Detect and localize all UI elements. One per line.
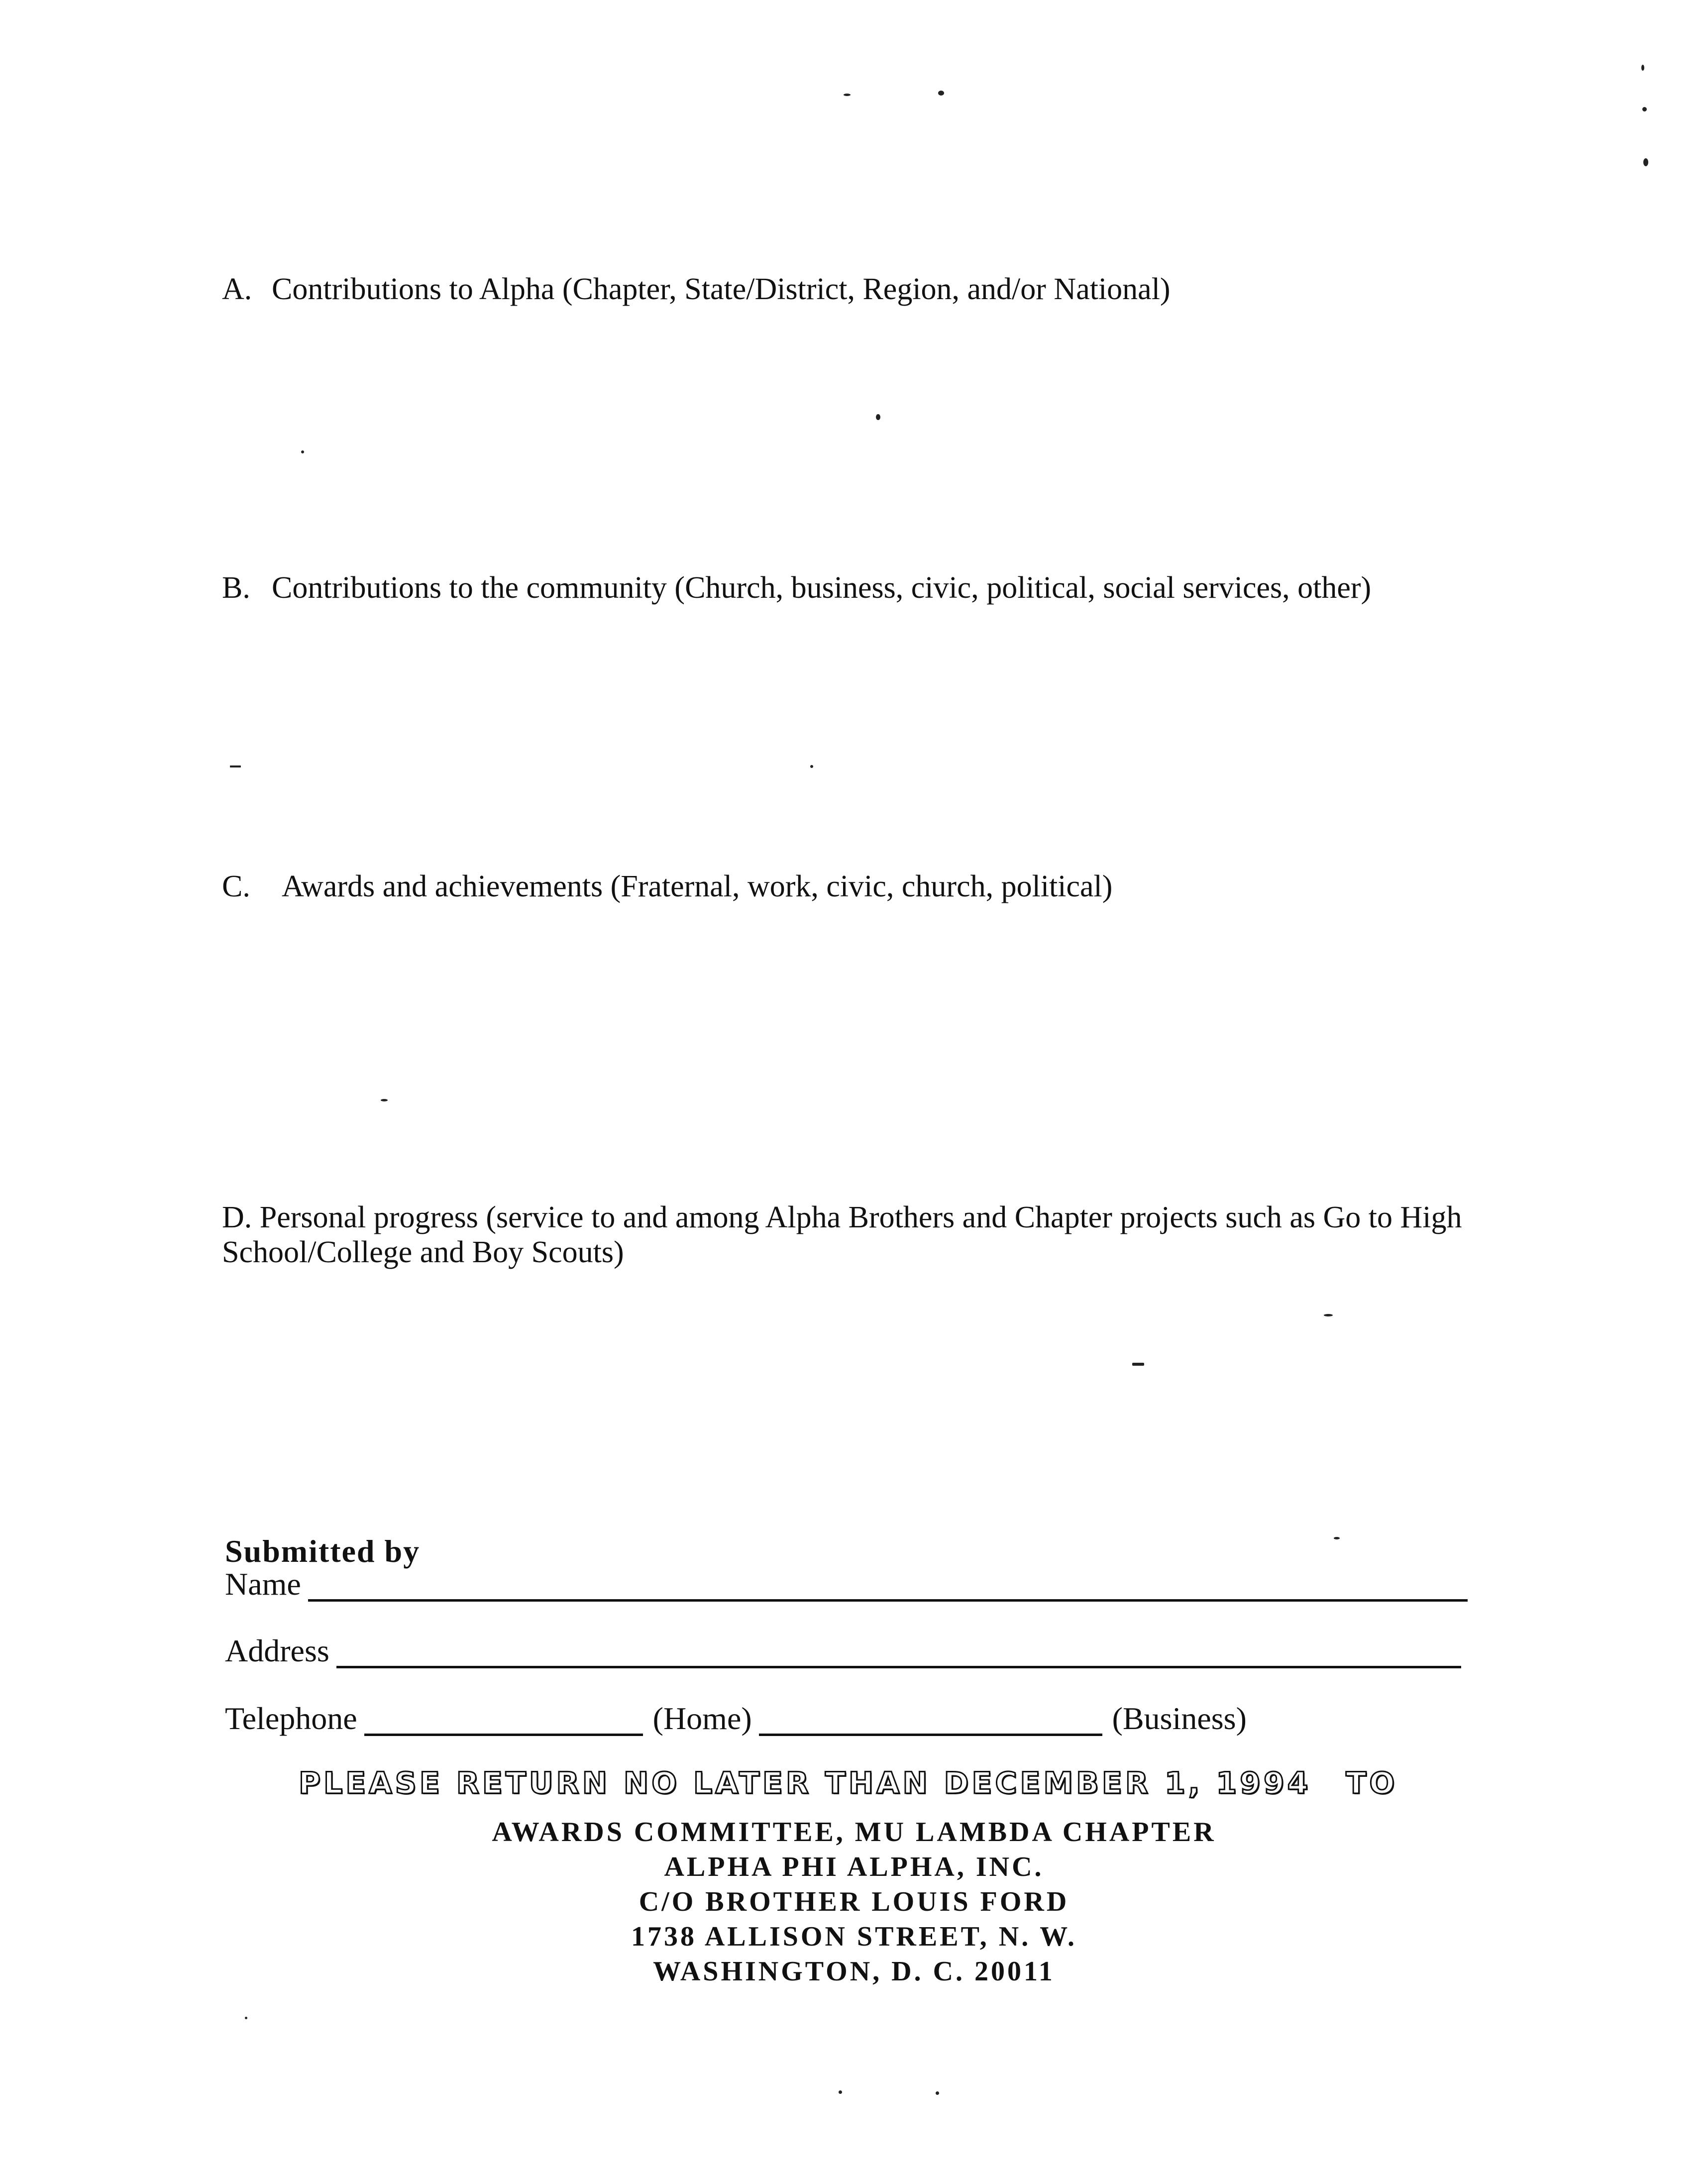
section-a-letter: A. (222, 272, 252, 306)
return-address-block (0, 1815, 1708, 1989)
address-label: Address (225, 1633, 329, 1668)
section-d-letter: D. (222, 1200, 252, 1234)
section-c-text: Awards and achievements (Fraternal, work, civic, church, political) (282, 870, 1113, 903)
name-field[interactable] (308, 1571, 1468, 1602)
scan-speck (1643, 158, 1648, 166)
scan-speck (876, 414, 880, 420)
name-label: Name (225, 1566, 301, 1602)
submitted-by-title: Submitted by (225, 1533, 421, 1569)
address-field[interactable] (336, 1638, 1461, 1668)
address-line-care-of: C/O BROTHER LOUIS FORD (639, 1886, 1069, 1917)
scan-speck (938, 91, 944, 96)
scan-speck (839, 2090, 842, 2094)
address-field-row (225, 1633, 1461, 1668)
address-line-organization: ALPHA PHI ALPHA, INC. (664, 1851, 1044, 1882)
scan-speck (810, 765, 813, 768)
section-a-text: Contributions to Alpha (Chapter, State/District, Region, and/or National) (272, 272, 1171, 306)
section-c (222, 869, 1112, 904)
section-b (222, 570, 1371, 605)
business-label: (Business) (1112, 1701, 1247, 1736)
telephone-field-row (225, 1701, 1247, 1736)
scan-speck (381, 1099, 388, 1101)
address-line-committee: AWARDS COMMITTEE, MU LAMBDA CHAPTER (492, 1817, 1216, 1848)
section-d-text: Personal progress (service to and among Alpha Brothers and Chapter projects such as Go to High School/College and Boy Scouts) (222, 1200, 1462, 1269)
section-c-letter: C. (222, 870, 250, 903)
section-b-letter: B. (222, 571, 250, 605)
section-d (222, 1200, 1496, 1270)
scan-speck (1132, 1363, 1144, 1366)
scan-speck (844, 94, 851, 96)
address-line-street: 1738 ALLISON STREET, N. W. (631, 1921, 1077, 1952)
scan-speck (245, 2017, 247, 2019)
scan-speck (1334, 1537, 1340, 1539)
telephone-label: Telephone (225, 1701, 357, 1736)
return-deadline-text: PLEASE RETURN NO LATER THAN DECEMBER 1, 1994 (299, 1766, 1311, 1801)
address-line-city: WASHINGTON, D. C. 20011 (653, 1956, 1055, 1987)
home-telephone-field[interactable] (364, 1706, 643, 1736)
scan-speck (1324, 1314, 1333, 1316)
name-field-row (225, 1567, 1468, 1602)
scan-speck (936, 2091, 939, 2095)
section-b-text: Contributions to the community (Church, business, civic, political, social services, other) (272, 571, 1372, 605)
scan-speck (230, 765, 241, 767)
home-label: (Home) (652, 1701, 752, 1736)
section-a (222, 272, 1171, 307)
return-to-text: TO (1346, 1766, 1398, 1801)
business-telephone-field[interactable] (759, 1706, 1102, 1736)
return-notice-heading (299, 1766, 1397, 1801)
scan-speck (301, 450, 304, 453)
scan-speck (1642, 107, 1647, 111)
scan-speck (1641, 65, 1644, 71)
